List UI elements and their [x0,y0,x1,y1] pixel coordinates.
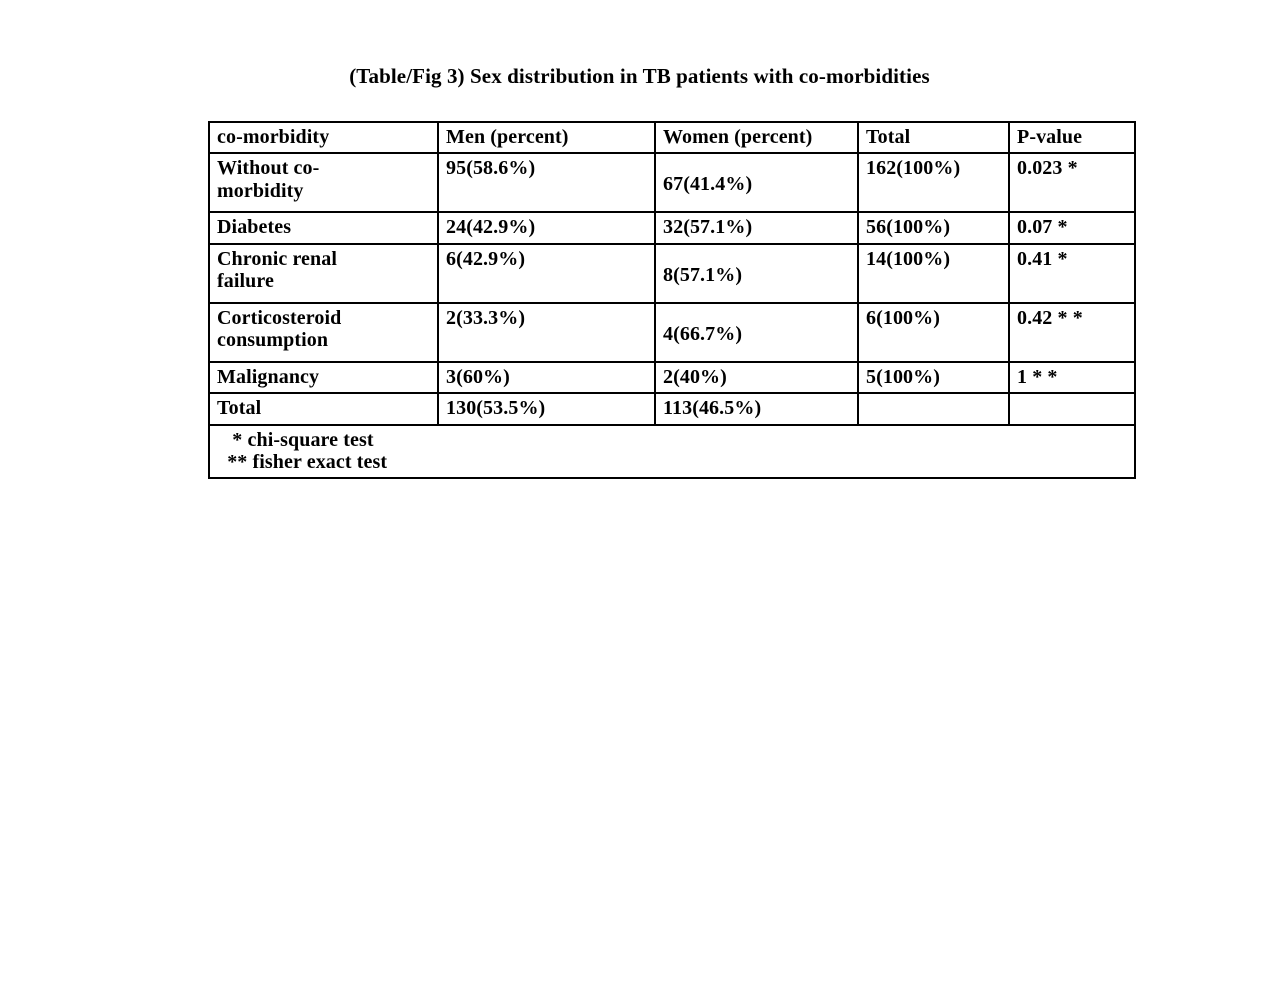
cell-pvalue [1009,393,1135,424]
table-row [209,244,1135,303]
cell-comorbidity [209,244,438,303]
cell-men: 2(33.3%) [438,303,655,362]
footnotes [209,425,1135,479]
cell-pvalue: 0.07 * [1009,212,1135,243]
table-footnote-row [209,425,1135,479]
cell-pvalue: 0.42 * * [1009,303,1135,362]
cell-comorbidity-line1: Chronic renal [217,247,338,270]
cell-comorbidity-line1: Corticosteroid [217,306,342,329]
page-title: (Table/Fig 3) Sex distribution in TB patients with co-morbidities [349,64,930,88]
cell-men: 95(58.6%) [438,153,655,212]
column-header-men: Men (percent) [438,122,655,153]
table-row [209,153,1135,212]
cell-pvalue: 1 * * [1009,362,1135,393]
table-row [209,212,1135,243]
cell-total: 14(100%) [858,244,1009,303]
table-container [208,121,1134,479]
cell-comorbidity-line2: consumption [217,329,329,352]
cell-comorbidity: Malignancy [209,362,438,393]
cell-comorbidity [209,303,438,362]
cell-women: 113(46.5%) [655,393,858,424]
footnote-fisher-exact: ** fisher exact test [217,450,388,473]
column-header-pvalue: P-value [1009,122,1135,153]
cell-women: 67(41.4%) [655,153,858,212]
cell-total: 5(100%) [858,362,1009,393]
cell-total: 56(100%) [858,212,1009,243]
cell-women: 2(40%) [655,362,858,393]
column-header-total: Total [858,122,1009,153]
cell-women: 4(66.7%) [655,303,858,362]
cell-total: 6(100%) [858,303,1009,362]
column-header-comorbidity: co-morbidity [209,122,438,153]
cell-men: 3(60%) [438,362,655,393]
column-header-women: Women (percent) [655,122,858,153]
cell-pvalue: 0.41 * [1009,244,1135,303]
cell-comorbidity-line2: morbidity [217,179,304,202]
table-row [209,362,1135,393]
cell-comorbidity [209,153,438,212]
cell-men: 24(42.9%) [438,212,655,243]
cell-men: 6(42.9%) [438,244,655,303]
cell-comorbidity-line1: Without co- [217,157,320,180]
cell-men: 130(53.5%) [438,393,655,424]
cell-comorbidity: Total [209,393,438,424]
table-row [209,303,1135,362]
cell-comorbidity: Diabetes [209,212,438,243]
sex-distribution-table [208,121,1136,479]
table-row-total [209,393,1135,424]
cell-total [858,393,1009,424]
cell-comorbidity-line2: failure [217,270,274,293]
table-header-row [209,122,1135,153]
footnote-chi-square: * chi-square test [217,428,374,451]
cell-women: 8(57.1%) [655,244,858,303]
cell-total: 162(100%) [858,153,1009,212]
cell-women: 32(57.1%) [655,212,858,243]
cell-pvalue: 0.023 * [1009,153,1135,212]
